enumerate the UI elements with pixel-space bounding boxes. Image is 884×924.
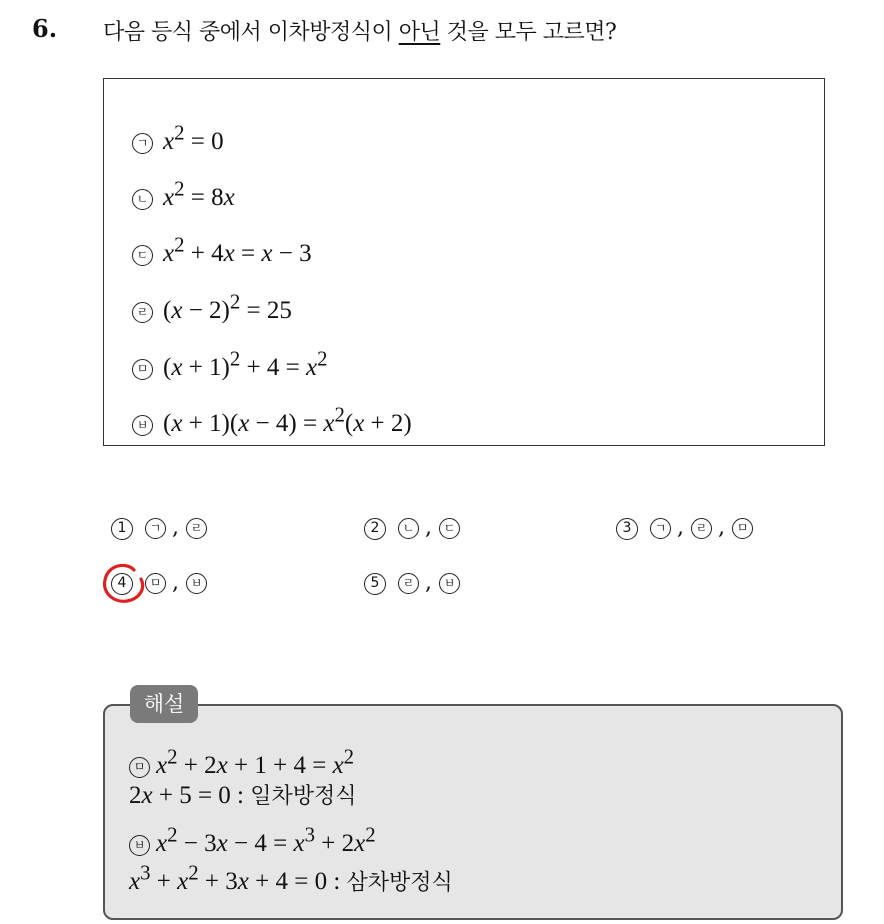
choice-mark: ㄹ (398, 573, 419, 594)
item-mark: ㅂ (132, 415, 153, 436)
solution-mark: ㅂ (129, 835, 150, 856)
choice-mark: ㅂ (186, 573, 207, 594)
choice-mark: ㅂ (439, 573, 460, 594)
equation-text: $x^2 = 8x$ (163, 177, 235, 212)
answer-circle-icon (100, 559, 152, 609)
item-mark: ㅁ (132, 359, 153, 380)
choice-mark: ㅁ (145, 573, 166, 594)
equation-text: $(x - 2)^2 = 25$ (163, 290, 292, 325)
choice-2[interactable]: 2 ㄴ , ㄷ (364, 513, 466, 543)
solution-line (129, 818, 376, 858)
item-mark: ㄷ (132, 245, 153, 266)
choice-mark: ㄷ (439, 518, 460, 539)
choice-mark: ㄱ (145, 518, 166, 539)
equation-item (132, 117, 224, 156)
equation-text: $x^2 = 0$ (163, 121, 224, 156)
solution-math: $x^2 + 2x + 1 + 4 = x^2$ (156, 745, 355, 780)
solution-line (129, 740, 355, 780)
item-mark: ㄹ (132, 302, 153, 323)
solution-title: 해설 (130, 685, 198, 723)
equation-item (132, 343, 328, 382)
solution-line (129, 856, 453, 896)
item-mark: ㄱ (132, 133, 153, 154)
equation-item (132, 229, 312, 268)
question-text (103, 15, 616, 46)
equation-box (103, 78, 825, 446)
equation-item (132, 173, 235, 212)
choice-3[interactable]: 3 ㄱ , ㄹ , ㅁ (616, 513, 759, 543)
choice-4[interactable]: 4 ㅁ , ㅂ (111, 568, 213, 598)
item-mark: ㄴ (132, 189, 153, 210)
equation-text: $x^2 + 4x = x - 3$ (163, 233, 312, 268)
answer-circle-stroke (105, 565, 143, 601)
equation-text: $(x + 1)(x - 4) = x^2(x + 2)$ (163, 403, 412, 438)
choice-number: 3 (616, 518, 638, 540)
equation-item (132, 399, 412, 438)
equation-item (132, 286, 292, 325)
solution-line (129, 779, 357, 813)
choice-number: 4 (111, 573, 133, 595)
solution-math: $x^2 - 3x - 4 = x^3 + 2x^2$ (156, 823, 376, 858)
equation-text: $(x + 1)^2 + 4 = x^2$ (163, 347, 328, 382)
choice-1[interactable]: 1 ㄱ , ㄹ (111, 513, 213, 543)
choice-mark: ㄹ (691, 518, 712, 539)
solution-label: 일차방정식 (250, 784, 357, 809)
choice-number: 1 (111, 518, 133, 540)
choice-mark: ㄱ (650, 518, 671, 539)
choice-number: 2 (364, 518, 386, 540)
solution-panel (103, 704, 843, 920)
choice-mark: ㄹ (186, 518, 207, 539)
question-number: 6. (32, 14, 58, 43)
solution-math: $x^3 + x^2 + 3x + 4 = 0$ : (129, 861, 347, 896)
choice-number: 5 (364, 573, 386, 595)
question-text-after: 것을 모두 고르면? (440, 20, 617, 45)
solution-math: 2x + 5 = 0 : (129, 782, 251, 809)
choice-mark: ㅁ (732, 518, 753, 539)
question-text-underlined: 아닌 (398, 20, 441, 45)
question-text-before: 다음 등식 중에서 이차방정식이 (103, 20, 399, 45)
solution-label: 삼차방정식 (346, 870, 453, 896)
choice-mark: ㄴ (398, 518, 419, 539)
solution-mark: ㅁ (129, 757, 150, 778)
choice-5[interactable]: 5 ㄹ , ㅂ (364, 568, 466, 598)
